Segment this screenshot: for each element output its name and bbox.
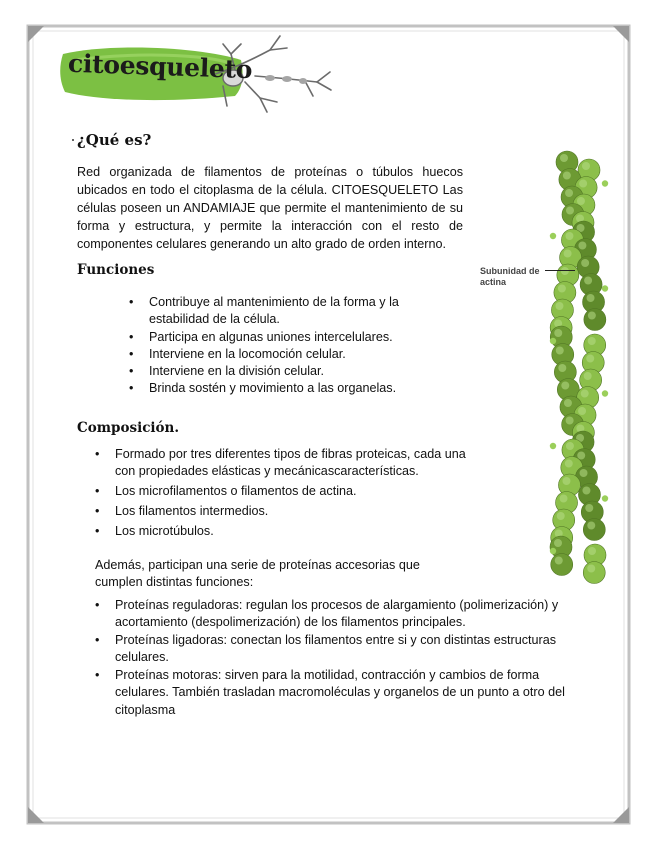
actin-small-subunit	[602, 390, 608, 396]
actin-subunit-highlight	[580, 469, 588, 477]
list-item: • Proteínas motoras: sirven para la motilidad, contracción y cambios de forma celulares. También trasladan macromoléculas y organelos de un punto a otro del citoplasma	[115, 667, 595, 719]
actin-subunit-highlight	[587, 565, 595, 573]
list-item: • Brinda sostén y movimiento a las organelas.	[149, 380, 439, 397]
actin-subunit-highlight	[581, 390, 589, 398]
actin-subunit-highlight	[555, 302, 563, 310]
actin-subunit-highlight	[588, 547, 596, 555]
actin-subunit-highlight	[563, 172, 571, 180]
actin-subunit-highlight	[565, 460, 573, 468]
actin-subunit-highlight	[579, 180, 587, 188]
list-item: • Los filamentos intermedios.	[115, 503, 485, 520]
list-item: • Los microfilamentos o filamentos de actina.	[115, 483, 485, 500]
actin-subunit-highlight	[555, 557, 563, 565]
actin-small-subunit	[550, 443, 556, 449]
actin-subunit-highlight	[585, 504, 593, 512]
actin-subunit-highlight	[587, 294, 595, 302]
actin-small-subunit	[550, 233, 556, 239]
page-title: citoesqueleto	[67, 48, 253, 85]
actin-subunit	[583, 519, 605, 541]
list-item: • Participa en algunas uniones intercelulares.	[149, 329, 439, 346]
actin-subunit-highlight	[560, 154, 568, 162]
actin-subunit-label	[480, 266, 540, 288]
proteinas-list	[115, 597, 595, 720]
actin-subunit-highlight	[588, 312, 596, 320]
actin-label-pointer	[545, 270, 575, 271]
actin-subunit-highlight	[584, 372, 592, 380]
actin-subunit-highlight	[554, 539, 562, 547]
actin-subunit-highlight	[556, 347, 564, 355]
actin-small-subunit	[602, 285, 608, 291]
list-item: • Proteínas ligadoras: conectan los filamentos entre si y con distintas estructuras celulares.	[115, 632, 595, 667]
actin-small-subunit	[550, 548, 556, 554]
actin-subunit	[551, 554, 573, 576]
actin-small-subunit	[602, 180, 608, 186]
actin-subunit-highlight	[577, 452, 585, 460]
composicion-list	[115, 446, 485, 543]
heading-composicion: Composición.	[77, 420, 180, 436]
actin-subunit-highlight	[566, 207, 574, 215]
actin-subunit-highlight	[577, 197, 585, 205]
actin-subunit-highlight	[562, 477, 570, 485]
actin-subunit-highlight	[558, 364, 566, 372]
actin-subunit-highlight	[587, 522, 595, 530]
actin-subunit-highlight	[566, 417, 574, 425]
actin-subunit-highlight	[588, 337, 596, 345]
actin-subunit-highlight	[582, 162, 590, 170]
actin-subunit-highlight	[558, 285, 566, 293]
decorative-dot	[72, 139, 74, 141]
actin-subunit-highlight	[581, 259, 589, 267]
actin-subunit-highlight	[560, 495, 568, 503]
actin-subunit-highlight	[557, 512, 565, 520]
actin-small-subunit	[602, 495, 608, 501]
list-item: • Formado por tres diferentes tipos de fibras proteicas, cada una con propiedades elásticas y mecánicascaracterísticas.	[115, 446, 485, 481]
actin-subunit-highlight	[586, 355, 594, 363]
list-item: • Contribuye al mantenimiento de la forma y la estabilidad de la célula.	[149, 294, 439, 329]
actin-subunit-highlight	[578, 407, 586, 415]
actin-label-line2: actina	[480, 277, 507, 287]
actin-small-subunit	[550, 338, 556, 344]
actin-subunit-highlight	[566, 442, 574, 450]
actin-subunit	[584, 309, 606, 331]
funciones-list	[149, 294, 439, 398]
actin-filament-icon	[545, 150, 615, 585]
intro-paragraph: Red organizada de filamentos de proteínas o túbulos huecos ubicados en todo el citoplasma de la célula. CITOESQUELETO Las células poseen un ANDAMIAJE que permite el mantenimiento de su forma y estructura, y permite la interacción con el resto de componentes celulares generando un alto grado de orden interno.	[77, 165, 463, 251]
list-item: • Interviene en la locomoción celular.	[149, 346, 439, 363]
list-item: • Proteínas reguladoras: regulan los procesos de alargamiento (polimerización) y acortamiento (despolimerización) de los filamentos principales.	[115, 597, 595, 632]
actin-label-line1: Subunidad de	[480, 266, 540, 276]
actin-subunit-highlight	[584, 277, 592, 285]
list-item: • Interviene en la división celular.	[149, 363, 439, 380]
heading-funciones: Funciones	[77, 262, 155, 278]
actin-subunit-highlight	[578, 242, 586, 250]
actin-subunit	[583, 562, 605, 584]
heading-que-es: ¿Qué es?	[77, 131, 152, 149]
actin-subunit-highlight	[565, 232, 573, 240]
ademas-paragraph: Además, participan una serie de proteínas accesorias que cumplen distintas funciones:	[95, 558, 420, 590]
actin-subunit-highlight	[582, 487, 590, 495]
list-item: • Los microtúbulos.	[115, 523, 485, 540]
actin-subunit-highlight	[564, 399, 572, 407]
actin-subunit-highlight	[561, 382, 569, 390]
actin-subunit-highlight	[564, 250, 572, 258]
actin-subunit-highlight	[565, 189, 573, 197]
actin-subunit-highlight	[554, 329, 562, 337]
